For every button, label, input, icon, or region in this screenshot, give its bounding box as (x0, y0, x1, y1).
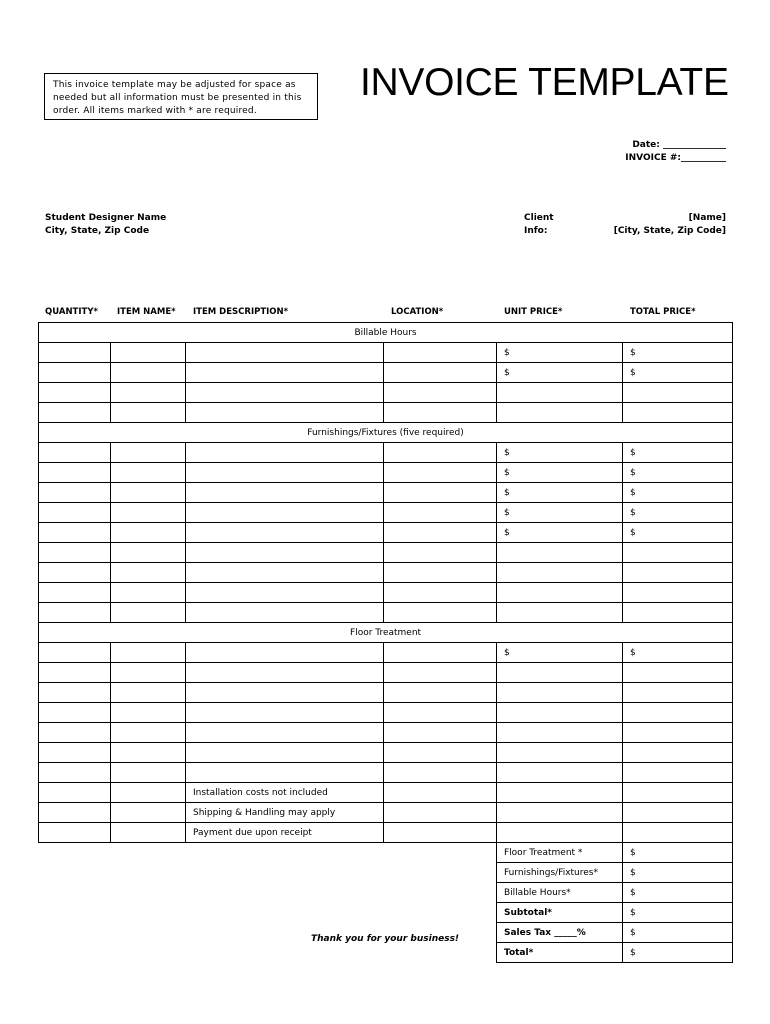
item-name-cell[interactable] (111, 703, 186, 723)
total-price-cell[interactable]: $ (623, 363, 733, 383)
section-header-row (39, 423, 733, 443)
total-price-cell[interactable]: $ (623, 463, 733, 483)
total-price-cell[interactable] (623, 783, 733, 803)
quantity-cell[interactable] (39, 803, 111, 823)
item-description-cell[interactable] (186, 663, 384, 683)
location-cell[interactable] (384, 823, 497, 843)
unit-price-cell[interactable] (497, 403, 623, 423)
location-cell[interactable] (384, 583, 497, 603)
quantity-cell[interactable] (39, 383, 111, 403)
item-description-cell[interactable] (186, 483, 384, 503)
item-name-cell[interactable] (111, 723, 186, 743)
item-name-cell[interactable] (111, 343, 186, 363)
total-price-cell[interactable] (623, 403, 733, 423)
quantity-cell[interactable] (39, 823, 111, 843)
quantity-cell[interactable] (39, 523, 111, 543)
unit-price-cell[interactable] (497, 803, 623, 823)
line-item-row (39, 743, 733, 763)
line-item-row (39, 543, 733, 563)
line-item-row (39, 643, 733, 663)
invoice-table (38, 322, 733, 963)
item-name-cell[interactable] (111, 483, 186, 503)
total-price-cell[interactable] (623, 543, 733, 563)
section-header-row (39, 623, 733, 643)
invoice-number-line: INVOICE #:__________ (625, 153, 726, 163)
total-price-cell[interactable] (623, 603, 733, 623)
item-description-cell[interactable] (186, 583, 384, 603)
unit-price-cell[interactable] (497, 563, 623, 583)
item-description-cell[interactable] (186, 543, 384, 563)
item-description-cell[interactable] (186, 383, 384, 403)
unit-price-cell[interactable]: $ (497, 363, 623, 383)
unit-price-cell[interactable] (497, 783, 623, 803)
item-name-cell[interactable] (111, 583, 186, 603)
note-text-cell: Shipping & Handling may apply (186, 803, 384, 823)
total-price-cell[interactable] (623, 383, 733, 403)
item-name-cell[interactable] (111, 763, 186, 783)
col-location-header: LOCATION* (391, 307, 444, 317)
item-description-cell[interactable] (186, 443, 384, 463)
total-price-cell[interactable] (623, 703, 733, 723)
quantity-cell[interactable] (39, 783, 111, 803)
item-name-cell[interactable] (111, 363, 186, 383)
totals-value[interactable]: $ (623, 863, 733, 883)
section-header-row (39, 323, 733, 343)
item-description-cell[interactable] (186, 603, 384, 623)
line-item-row (39, 763, 733, 783)
totals-label: Sales Tax _____% (497, 923, 623, 943)
item-name-cell[interactable] (111, 683, 186, 703)
quantity-cell[interactable] (39, 503, 111, 523)
item-name-cell[interactable] (111, 783, 186, 803)
location-cell[interactable] (384, 683, 497, 703)
client-name: [Name] (688, 213, 726, 223)
unit-price-cell[interactable] (497, 823, 623, 843)
item-description-cell[interactable] (186, 343, 384, 363)
item-name-cell[interactable] (111, 563, 186, 583)
total-price-cell[interactable] (623, 563, 733, 583)
totals-spacer (39, 843, 497, 863)
totals-value[interactable]: $ (623, 923, 733, 943)
item-name-cell[interactable] (111, 803, 186, 823)
location-cell[interactable] (384, 563, 497, 583)
location-cell[interactable] (384, 743, 497, 763)
designer-city-state-zip: City, State, Zip Code (45, 226, 150, 236)
totals-label: Billable Hours* (497, 883, 623, 903)
unit-price-cell[interactable]: $ (497, 483, 623, 503)
col-quantity-header: QUANTITY* (45, 307, 98, 317)
quantity-cell[interactable] (39, 643, 111, 663)
date-line: Date: ______________ (632, 140, 726, 150)
quantity-cell[interactable] (39, 343, 111, 363)
total-price-cell[interactable] (623, 663, 733, 683)
location-cell[interactable] (384, 763, 497, 783)
totals-label: Total* (497, 943, 623, 963)
unit-price-cell[interactable]: $ (497, 463, 623, 483)
unit-price-cell[interactable]: $ (497, 503, 623, 523)
item-name-cell[interactable] (111, 743, 186, 763)
item-name-cell[interactable] (111, 603, 186, 623)
quantity-cell[interactable] (39, 363, 111, 383)
quantity-cell[interactable] (39, 743, 111, 763)
line-item-row (39, 523, 733, 543)
line-item-row (39, 343, 733, 363)
totals-value[interactable]: $ (623, 903, 733, 923)
unit-price-cell[interactable] (497, 723, 623, 743)
totals-spacer (39, 943, 497, 963)
totals-spacer (39, 863, 497, 883)
location-cell[interactable] (384, 523, 497, 543)
totals-spacer (39, 903, 497, 923)
line-item-row (39, 383, 733, 403)
unit-price-cell[interactable]: $ (497, 643, 623, 663)
item-name-cell[interactable] (111, 403, 186, 423)
item-description-cell[interactable] (186, 643, 384, 663)
line-item-row (39, 463, 733, 483)
total-price-cell[interactable] (623, 743, 733, 763)
item-description-cell[interactable] (186, 763, 384, 783)
line-item-row (39, 703, 733, 723)
designer-name: Student Designer Name (45, 213, 167, 223)
total-price-cell[interactable]: $ (623, 643, 733, 663)
quantity-cell[interactable] (39, 543, 111, 563)
location-cell[interactable] (384, 723, 497, 743)
totals-spacer (39, 883, 497, 903)
location-cell[interactable] (384, 343, 497, 363)
unit-price-cell[interactable] (497, 663, 623, 683)
note-row (39, 783, 733, 803)
totals-label: Furnishings/Fixtures* (497, 863, 623, 883)
item-description-cell[interactable] (186, 743, 384, 763)
location-cell[interactable] (384, 703, 497, 723)
line-item-row (39, 443, 733, 463)
totals-row (39, 863, 733, 883)
item-description-cell[interactable] (186, 363, 384, 383)
item-name-cell[interactable] (111, 663, 186, 683)
unit-price-cell[interactable] (497, 603, 623, 623)
section-title: Furnishings/Fixtures (five required) (39, 423, 733, 443)
total-price-cell[interactable] (623, 723, 733, 743)
totals-label: Subtotal* (497, 903, 623, 923)
unit-price-cell[interactable] (497, 743, 623, 763)
item-description-cell[interactable] (186, 723, 384, 743)
client-label-line1: Client (524, 213, 554, 223)
total-price-cell[interactable]: $ (623, 343, 733, 363)
totals-value[interactable]: $ (623, 943, 733, 963)
item-description-cell[interactable] (186, 463, 384, 483)
col-unit-price-header: UNIT PRICE* (504, 307, 563, 317)
total-price-cell[interactable]: $ (623, 443, 733, 463)
total-price-cell[interactable] (623, 803, 733, 823)
unit-price-cell[interactable] (497, 683, 623, 703)
unit-price-cell[interactable] (497, 383, 623, 403)
line-item-row (39, 483, 733, 503)
item-name-cell[interactable] (111, 443, 186, 463)
location-cell[interactable] (384, 463, 497, 483)
total-price-cell[interactable]: $ (623, 523, 733, 543)
location-cell[interactable] (384, 783, 497, 803)
location-cell[interactable] (384, 363, 497, 383)
quantity-cell[interactable] (39, 563, 111, 583)
unit-price-cell[interactable] (497, 543, 623, 563)
totals-row (39, 903, 733, 923)
client-city-state-zip: [City, State, Zip Code] (613, 226, 726, 236)
location-cell[interactable] (384, 643, 497, 663)
item-description-cell[interactable] (186, 703, 384, 723)
item-name-cell[interactable] (111, 823, 186, 843)
totals-row (39, 943, 733, 963)
item-name-cell[interactable] (111, 543, 186, 563)
location-cell[interactable] (384, 803, 497, 823)
totals-value[interactable]: $ (623, 843, 733, 863)
quantity-cell[interactable] (39, 703, 111, 723)
quantity-cell[interactable] (39, 763, 111, 783)
location-cell[interactable] (384, 443, 497, 463)
quantity-cell[interactable] (39, 663, 111, 683)
client-info (614, 212, 726, 238)
note-row (39, 823, 733, 843)
unit-price-cell[interactable] (497, 703, 623, 723)
totals-row (39, 843, 733, 863)
thank-you-message: Thank you for your business! (310, 934, 460, 944)
totals-row (39, 883, 733, 903)
quantity-cell[interactable] (39, 483, 111, 503)
location-cell[interactable] (384, 383, 497, 403)
unit-price-cell[interactable]: $ (497, 523, 623, 543)
total-price-cell[interactable] (623, 583, 733, 603)
invoice-title: INVOICE TEMPLATE (360, 61, 729, 104)
note-text-cell: Installation costs not included (186, 783, 384, 803)
line-item-row (39, 583, 733, 603)
line-item-row (39, 503, 733, 523)
item-name-cell[interactable] (111, 523, 186, 543)
total-price-cell[interactable]: $ (623, 503, 733, 523)
location-cell[interactable] (384, 603, 497, 623)
line-item-row (39, 563, 733, 583)
item-description-cell[interactable] (186, 503, 384, 523)
total-price-cell[interactable] (623, 823, 733, 843)
quantity-cell[interactable] (39, 463, 111, 483)
line-item-row (39, 403, 733, 423)
total-price-cell[interactable] (623, 763, 733, 783)
note-text-cell: Payment due upon receipt (186, 823, 384, 843)
quantity-cell[interactable] (39, 723, 111, 743)
col-item-description-header: ITEM DESCRIPTION* (193, 307, 289, 317)
totals-label: Floor Treatment * (497, 843, 623, 863)
quantity-cell[interactable] (39, 443, 111, 463)
location-cell[interactable] (384, 663, 497, 683)
item-name-cell[interactable] (111, 383, 186, 403)
location-cell[interactable] (384, 503, 497, 523)
unit-price-cell[interactable]: $ (497, 343, 623, 363)
totals-value[interactable]: $ (623, 883, 733, 903)
line-item-row (39, 603, 733, 623)
location-cell[interactable] (384, 543, 497, 563)
item-description-cell[interactable] (186, 563, 384, 583)
unit-price-cell[interactable] (497, 763, 623, 783)
unit-price-cell[interactable]: $ (497, 443, 623, 463)
unit-price-cell[interactable] (497, 583, 623, 603)
client-label (524, 212, 554, 238)
line-item-row (39, 663, 733, 683)
line-item-row (39, 683, 733, 703)
col-total-price-header: TOTAL PRICE* (630, 307, 696, 317)
item-name-cell[interactable] (111, 503, 186, 523)
location-cell[interactable] (384, 403, 497, 423)
item-description-cell[interactable] (186, 403, 384, 423)
instructions-note: This invoice template may be adjusted for space as needed but all information must be presented in this order. All items marked with * are required. (44, 73, 318, 120)
quantity-cell[interactable] (39, 403, 111, 423)
line-item-row (39, 723, 733, 743)
item-name-cell[interactable] (111, 463, 186, 483)
line-item-row (39, 363, 733, 383)
quantity-cell[interactable] (39, 683, 111, 703)
total-price-cell[interactable] (623, 683, 733, 703)
section-title: Billable Hours (39, 323, 733, 343)
quantity-cell[interactable] (39, 583, 111, 603)
item-name-cell[interactable] (111, 643, 186, 663)
total-price-cell[interactable]: $ (623, 483, 733, 503)
quantity-cell[interactable] (39, 603, 111, 623)
designer-info (45, 212, 166, 238)
client-label-line2: Info: (524, 226, 548, 236)
item-description-cell[interactable] (186, 523, 384, 543)
note-row (39, 803, 733, 823)
section-title: Floor Treatment (39, 623, 733, 643)
location-cell[interactable] (384, 483, 497, 503)
item-description-cell[interactable] (186, 683, 384, 703)
col-item-name-header: ITEM NAME* (117, 307, 176, 317)
